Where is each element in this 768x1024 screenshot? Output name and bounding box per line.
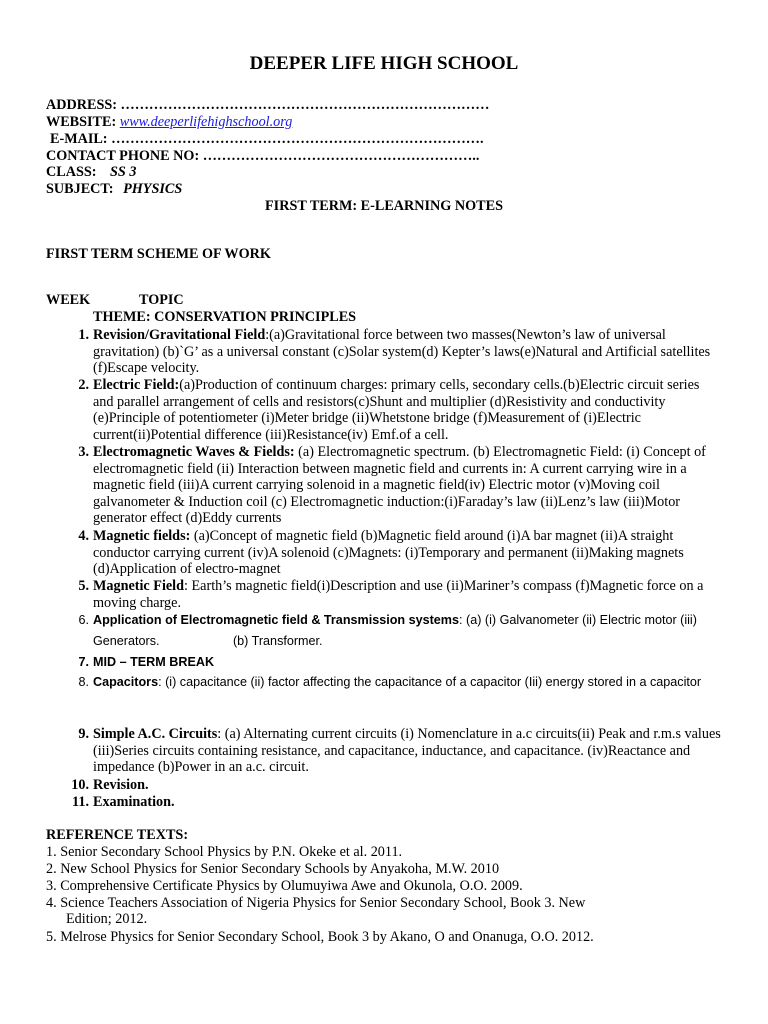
list-item: [78, 610, 723, 652]
item-number: 9.: [78, 726, 89, 742]
item-text: (a)Concept of magnetic field (b)Magnetic field around (i)A bar magnet (ii)A straight conductor carrying current (iv)A solenoid (c)Magnets: (i)Temporary and permanent (ii)Making magnets (d)Application of electro-magnet: [93, 528, 684, 578]
address-value: ……………………………………………………………………: [120, 97, 490, 113]
reference-item: 3. Comprehensive Certificate Physics by Olumuyiwa Awe and Okunola, O.O. 2009.: [46, 878, 523, 894]
list-item: [78, 327, 723, 377]
item-title: Capacitors: [93, 675, 159, 689]
theme-heading: THEME: CONSERVATION PRINCIPLES: [93, 309, 357, 325]
list-item: [71, 777, 723, 794]
email-label: E-MAIL:: [50, 131, 108, 147]
item-text: : Earth’s magnetic field(i)Description and use (ii)Mariner’s compass (f)Magnetic force on a moving charge.: [93, 578, 704, 611]
reference-item: 2. New School Physics for Senior Secondary Schools by Anyakoha, M.W. 2010: [46, 861, 500, 877]
subject-label: SUBJECT:: [46, 181, 114, 197]
list-item: [78, 672, 723, 693]
item-text: (a)Production of continuum charges: primary cells, secondary cells.(b)Electric circuit series and parallel arrangement of cells and resistors(c)Shunt and multiplier (d)Resistivity and conductivity (e)Principle of potentiometer (i)Meter bridge (ii)Whetstone bridge (f)Measurement of (i)Electric current(ii)Potential difference (iii)Resistance(iv) Emf.of a cell.: [93, 377, 700, 443]
item-title: Revision/Gravitational Field: [93, 327, 266, 343]
reference-item: 1. Senior Secondary School Physics by P.N. Okeke et al. 2011.: [46, 844, 403, 860]
website-label: WEBSITE:: [46, 114, 117, 130]
item-number: 7.: [78, 655, 89, 669]
item-text: (a) Electromagnetic spectrum. (b) Electromagnetic Field: (i) Concept of electromagnetic field (ii) Interaction between magnetic field and currents in: A current carrying wire in a magnetic field (iii)A current carrying solenoid in a magnetic field(iv) Electric motor (v)Moving coil galvanometer & Induction coil (c) Electromagnetic induction:(i)Faraday’s law (ii)Lenz’s law (iii)Motor generator effect (d)Eddy currents: [93, 444, 706, 527]
term-title: FIRST TERM: E-LEARNING NOTES: [265, 198, 503, 214]
item-text: : (a) Alternating current circuits (i) Nomenclature in a.c circuits(ii) Peak and r.m.s values (iii)Series circuits containing resistance, and capacitance, inductance, and capacitance. (iv)Reactance and impedance (b)Power in an a.c. circuit.: [93, 726, 721, 776]
item-number: 11.: [72, 794, 89, 810]
list-item: [78, 444, 723, 527]
item-title: Revision.: [93, 777, 149, 793]
list-item: [78, 726, 723, 776]
item-number: 6.: [78, 613, 89, 627]
phone-label: CONTACT PHONE NO:: [46, 148, 200, 164]
reference-title: REFERENCE TEXTS:: [46, 827, 189, 843]
class-label: CLASS:: [46, 164, 97, 180]
school-title: DEEPER LIFE HIGH SCHOOL: [249, 53, 519, 74]
item-number: 2.: [78, 377, 89, 393]
email-line: [50, 131, 484, 147]
email-value: …………………………………………………………………….: [111, 131, 484, 147]
list-item: [78, 652, 723, 673]
item-text: : (i) capacitance (ii) factor affecting the capacitance of a capacitor (Iii) energy stored in a capacitor: [158, 675, 702, 689]
week-column-header: WEEK: [46, 292, 91, 308]
reference-item: 4. Science Teachers Association of Nigeria Physics for Senior Secondary School, Book 3. New: [46, 895, 586, 911]
list-item: [78, 578, 723, 611]
item-number: 10.: [71, 777, 89, 793]
subject-line: [46, 181, 182, 197]
item-text: :(a)Gravitational force between two masses(Newton’s law of universal gravitation) (b)`G’ as a universal constant (c)Solar system(d) Kepter’s laws(e)Natural and Artificial satellites (f)Escape velocity.: [93, 327, 711, 377]
item-number: 5.: [78, 578, 89, 594]
scheme-title: FIRST TERM SCHEME OF WORK: [46, 246, 271, 262]
item-title: Simple A.C. Circuits: [93, 726, 218, 742]
phone-line: [46, 148, 479, 164]
item-number: 8.: [78, 675, 89, 689]
item-number: 3.: [78, 444, 89, 460]
item-title: Electromagnetic Waves & Fields:: [93, 444, 295, 460]
item-title: MID – TERM BREAK: [93, 655, 215, 669]
reference-item: 5. Melrose Physics for Senior Secondary School, Book 3 by Akano, O and Onanuga, O.O. 2012.: [46, 929, 594, 945]
item-text: : (a) (i) Galvanometer (ii) Electric motor (iii) Generators. (b) Transformer.: [93, 613, 701, 648]
list-item: [78, 377, 723, 443]
item-title: Examination.: [93, 794, 175, 810]
address-label: ADDRESS:: [46, 97, 117, 113]
list-item: [72, 794, 723, 811]
item-title: Application of Electromagnetic field & Transmission systems: [93, 613, 460, 627]
topic-column-header: TOPIC: [139, 292, 184, 308]
address-line: [46, 97, 489, 113]
subject-value: PHYSICS: [123, 181, 183, 197]
list-item: [78, 528, 723, 578]
phone-value: …………………………………………………..: [202, 148, 480, 164]
item-title: Electric Field:: [93, 377, 180, 393]
reference-item-continuation: Edition; 2012.: [66, 911, 148, 927]
website-link[interactable]: www.deeperlifehighschool.org: [119, 114, 293, 130]
item-number: 4.: [78, 528, 89, 544]
website-line: [46, 114, 292, 130]
item-title: Magnetic fields:: [93, 528, 191, 544]
class-value: SS 3: [110, 164, 137, 180]
item-title: Magnetic Field: [93, 578, 185, 594]
item-number: 1.: [78, 327, 89, 343]
class-line: [46, 164, 136, 180]
